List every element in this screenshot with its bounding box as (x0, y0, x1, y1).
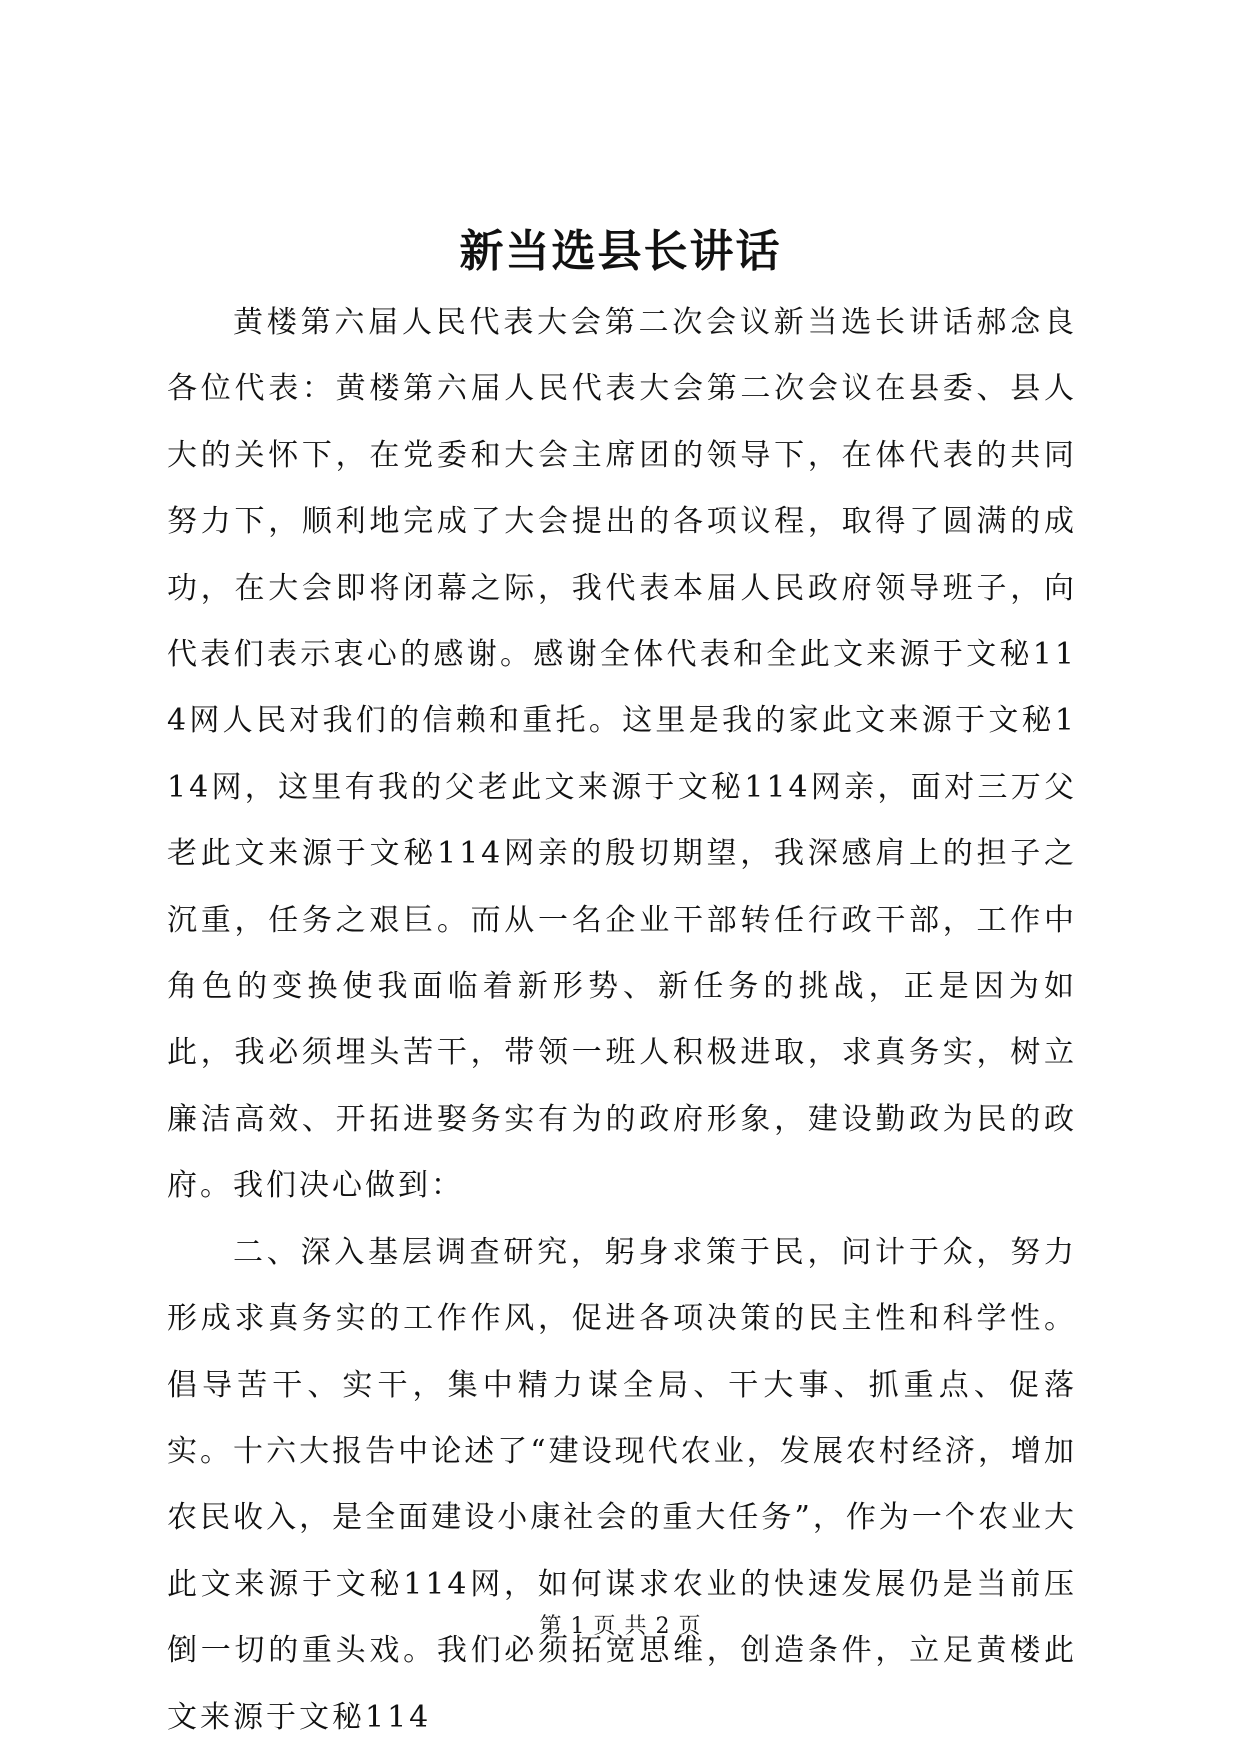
document-title: 新当选县长讲话 (459, 226, 782, 277)
paragraph-2: 二、深入基层调查研究，躬身求策于民，问计于众，努力形成求真务实的工作作风，促进各项决策的民主性和科学性。倡导苦干、实干，集中精力谋全局、干大事、抓重点、促落实。十六大报告中论述了“建设现代农业，发展农村经济，增加农民收入，是全面建设小康社会的重大任务”，作为一个农业大此文来源于文秘114网，如何谋求农业的快速发展仍是当前压倒一切的重头戏。我们必须拓宽思维，创造条件，立足黄楼此文来源于文秘114 (167, 1234, 1077, 1735)
page-number-footer: 第 1 页 共 2 页 (539, 1614, 702, 1639)
document-body (167, 290, 1077, 1751)
paragraph-1: 黄楼第六届人民代表大会第二次会议新当选长讲话郝念良各位代表：黄楼第六届人民代表大会第二次会议在县委、县人大的关怀下，在党委和大会主席团的领导下，在体代表的共同努力下，顺利地完成了大会提出的各项议程，取得了圆满的成功，在大会即将闭幕之际，我代表本届人民政府领导班子，向代表们表示衷心的感谢。感谢全体代表和全此文来源于文秘114网人民对我们的信赖和重托。这里是我的家此文来源于文秘114网，这里有我的父老此文来源于文秘114网亲，面对三万父老此文来源于文秘114网亲的殷切期望，我深感肩上的担子之沉重，任务之艰巨。而从一名企业干部转任行政干部，工作中角色的变换使我面临着新形势、新任务的挑战，正是因为如此，我必须埋头苦干，带领一班人积极进取，求真务实，树立廉洁高效、开拓进娶务实有为的政府形象，建设勤政为民的政府。我们决心做到： (167, 305, 1077, 1204)
